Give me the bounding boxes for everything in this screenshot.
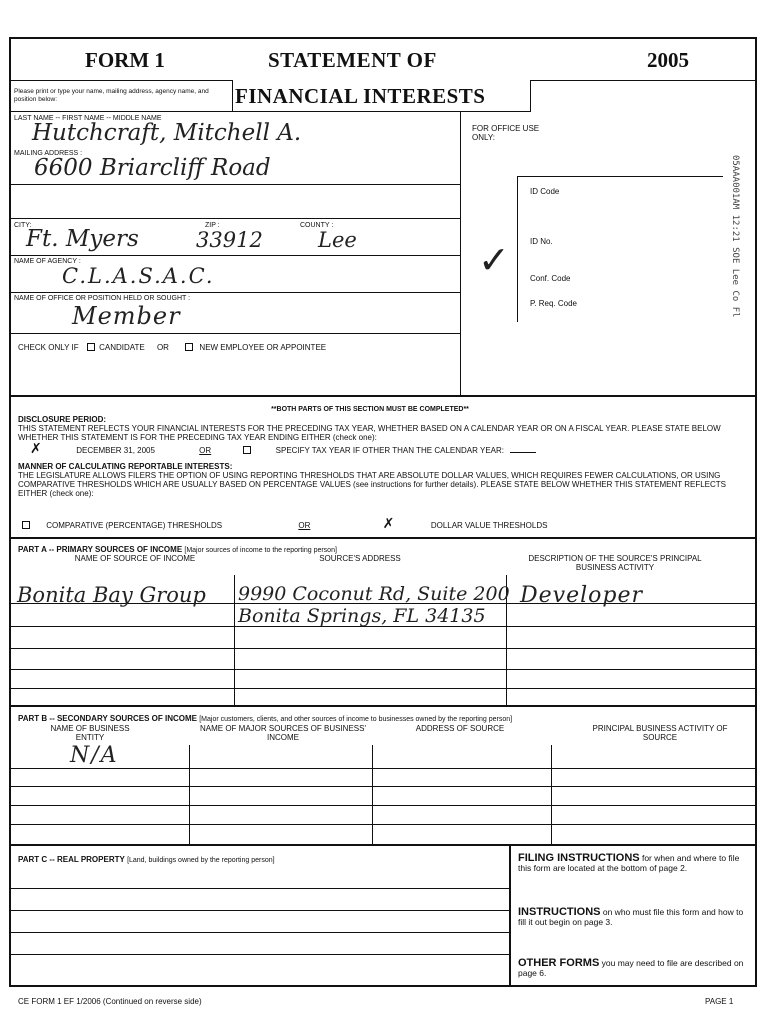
id-no-label: ID No. [530,237,553,246]
zip-value[interactable]: 33912 [196,228,263,252]
divider [11,786,756,787]
divider [11,648,756,649]
divider [530,80,755,81]
divider [11,910,509,911]
divider [232,80,233,112]
mailing-label: MAILING ADDRESS : [14,150,83,157]
part-a-col-activity: DESCRIPTION OF THE SOURCE'S PRINCIPAL BUSINESS ACTIVITY [528,554,702,572]
other-forms-note: OTHER FORMS you may need to file are described on page 6. [518,957,744,978]
city-value[interactable]: Ft. Myers [26,226,139,252]
divider [11,705,756,707]
divider [11,111,531,112]
divider [11,184,460,185]
part-a-col-address: SOURCE'S ADDRESS [319,554,401,563]
divider [11,688,756,689]
divider [11,844,756,846]
divider [11,333,460,334]
agency-value[interactable]: C.L.A.S.A.C. [62,264,215,288]
divider [11,669,756,670]
footer-form-id: CE FORM 1 EF 1/2006 (Continued on reverse side) [18,997,202,1006]
city-label: CITY: [14,222,32,229]
divider [11,805,756,806]
must-complete-note: **BOTH PARTS OF THIS SECTION MUST BE COMPLETED** [271,406,469,413]
part-b-row1-name[interactable]: N/A [70,743,119,768]
part-a-row1-name[interactable]: Bonita Bay Group [17,583,206,607]
divider [11,932,509,933]
agency-label: NAME OF AGENCY : [14,258,81,265]
divider [11,768,756,769]
divider [551,745,552,845]
form-title: FORM 1 [85,48,165,72]
divider [517,176,518,322]
divider [11,537,756,539]
divider [189,745,190,845]
conf-code-label: Conf. Code [530,274,571,283]
divider [530,80,531,112]
id-code-label: ID Code [530,187,560,196]
specify-year-field[interactable] [510,452,536,453]
divider [11,255,460,256]
check-only-if: CHECK ONLY IF CANDIDATE OR NEW EMPLOYEE OR APPOINTEE [18,343,327,352]
divider [11,824,756,825]
specify-year-checkbox[interactable] [243,446,251,454]
divider [11,395,756,397]
part-b-col-address: ADDRESS OF SOURCE [415,724,505,733]
dollar-value-checked-mark[interactable]: ✗ [382,515,395,531]
part-a-heading: PART A -- PRIMARY SOURCES OF INCOME [Major sources of income to the reporting person] [18,545,337,554]
divider [517,176,723,177]
county-label: COUNTY : [300,222,334,229]
zip-label: ZIP : [205,222,220,229]
divider [11,292,460,293]
divider [11,218,460,219]
part-b-col-activity: PRINCIPAL BUSINESS ACTIVITY OF SOURCE [592,724,728,742]
divider [234,575,235,705]
manner-text: THE LEGISLATURE ALLOWS FILERS THE OPTION OF USING REPORTING THRESHOLDS THAT ARE ABSOLUTE DOLLAR VALUES, WHICH REQUIRES FEWER CALCULATIONS, OR USING COMPARATIVE THRESHOLDS WHICH ARE USUALLY BASED ON PERCENTAGE VALUES (see instructions for further details). PLEASE STATE BELOW WHETHER THIS STATEMENT REFLECTS EITHER (check one): [18,471,727,498]
print-instruction: Please print or type your name, mailing address, agency name, and position below: [14,88,209,103]
mailing-value[interactable]: 6600 Briarcliff Road [34,155,271,181]
name-label: LAST NAME -- FIRST NAME -- MIDDLE NAME [14,115,162,122]
county-value[interactable]: Lee [318,228,357,252]
divider [372,745,373,845]
part-b-col-sources: NAME OF MAJOR SOURCES OF BUSINESS' INCOME [200,724,366,742]
position-label: NAME OF OFFICE OR POSITION HELD OR SOUGHT : [14,295,191,302]
part-a-row1-address2[interactable]: Bonita Springs, FL 34135 [238,605,486,627]
office-use-label: FOR OFFICE USE ONLY: [472,124,540,142]
instructions-note: INSTRUCTIONS on who must file this form and how to fill it out begin on page 3. [518,906,744,927]
part-a-row1-activity[interactable]: Developer [520,583,644,608]
part-a-row1-address1[interactable]: 9990 Coconut Rd, Suite 200 [238,583,510,605]
comparative-checkbox[interactable] [22,521,30,529]
manner-options: COMPARATIVE (PERCENTAGE) THRESHOLDS OR ✗ DOLLAR VALUE THRESHOLDS [22,518,547,530]
dec31-checked-mark[interactable]: ✗ [30,440,42,456]
candidate-checkbox[interactable] [87,343,95,351]
divider [460,111,461,395]
period-heading: DISCLOSURE PERIOD: [18,415,107,424]
title-line2: FINANCIAL INTERESTS [235,84,486,108]
part-b-col-entity: NAME OF BUSINESS ENTITY [50,724,130,742]
period-text: THIS STATEMENT REFLECTS YOUR FINANCIAL INTERESTS FOR THE PRECEDING TAX YEAR, WHETHER BASED ON A CALENDAR YEAR OR ON A FISCAL YEAR. PLEASE STATE BELOW WHETHER THIS STATEMENT IS FOR THE PRECEDING TAX YEAR ENDING EITHER (check one): [18,424,721,442]
p-req-code-label: P. Req. Code [530,299,577,308]
divider [509,844,511,985]
new-employee-checkbox[interactable] [185,343,193,351]
filing-instructions: FILING INSTRUCTIONS for when and where to file this form are located at the bottom of page 2. [518,852,740,873]
divider [11,80,232,81]
form-year: 2005 [647,48,689,72]
name-value[interactable]: Hutchcraft, Mitchell A. [32,120,302,146]
position-value[interactable]: Member [72,302,181,330]
part-b-heading: PART B -- SECONDARY SOURCES OF INCOME [Major customers, clients, and other sources of income to businesses owned by the reporting person] [18,714,513,723]
manner-heading: MANNER OF CALCULATING REPORTABLE INTERESTS: [18,462,233,471]
divider [11,888,509,889]
part-a-col-name: NAME OF SOURCE OF INCOME [74,554,196,563]
footer-page-number: PAGE 1 [705,997,734,1006]
part-c-heading: PART C -- REAL PROPERTY [Land, buildings owned by the reporting person] [18,855,275,864]
period-options: ✗ DECEMBER 31, 2005 OR SPECIFY TAX YEAR IF OTHER THAN THE CALENDAR YEAR: [30,443,536,455]
title-line1: STATEMENT OF [268,48,437,72]
checkmark-icon: ✓ [478,238,510,282]
receipt-stamp: 05AAA001AM 12:21 SOE Lee Co Fl [730,155,740,318]
divider [11,954,509,955]
